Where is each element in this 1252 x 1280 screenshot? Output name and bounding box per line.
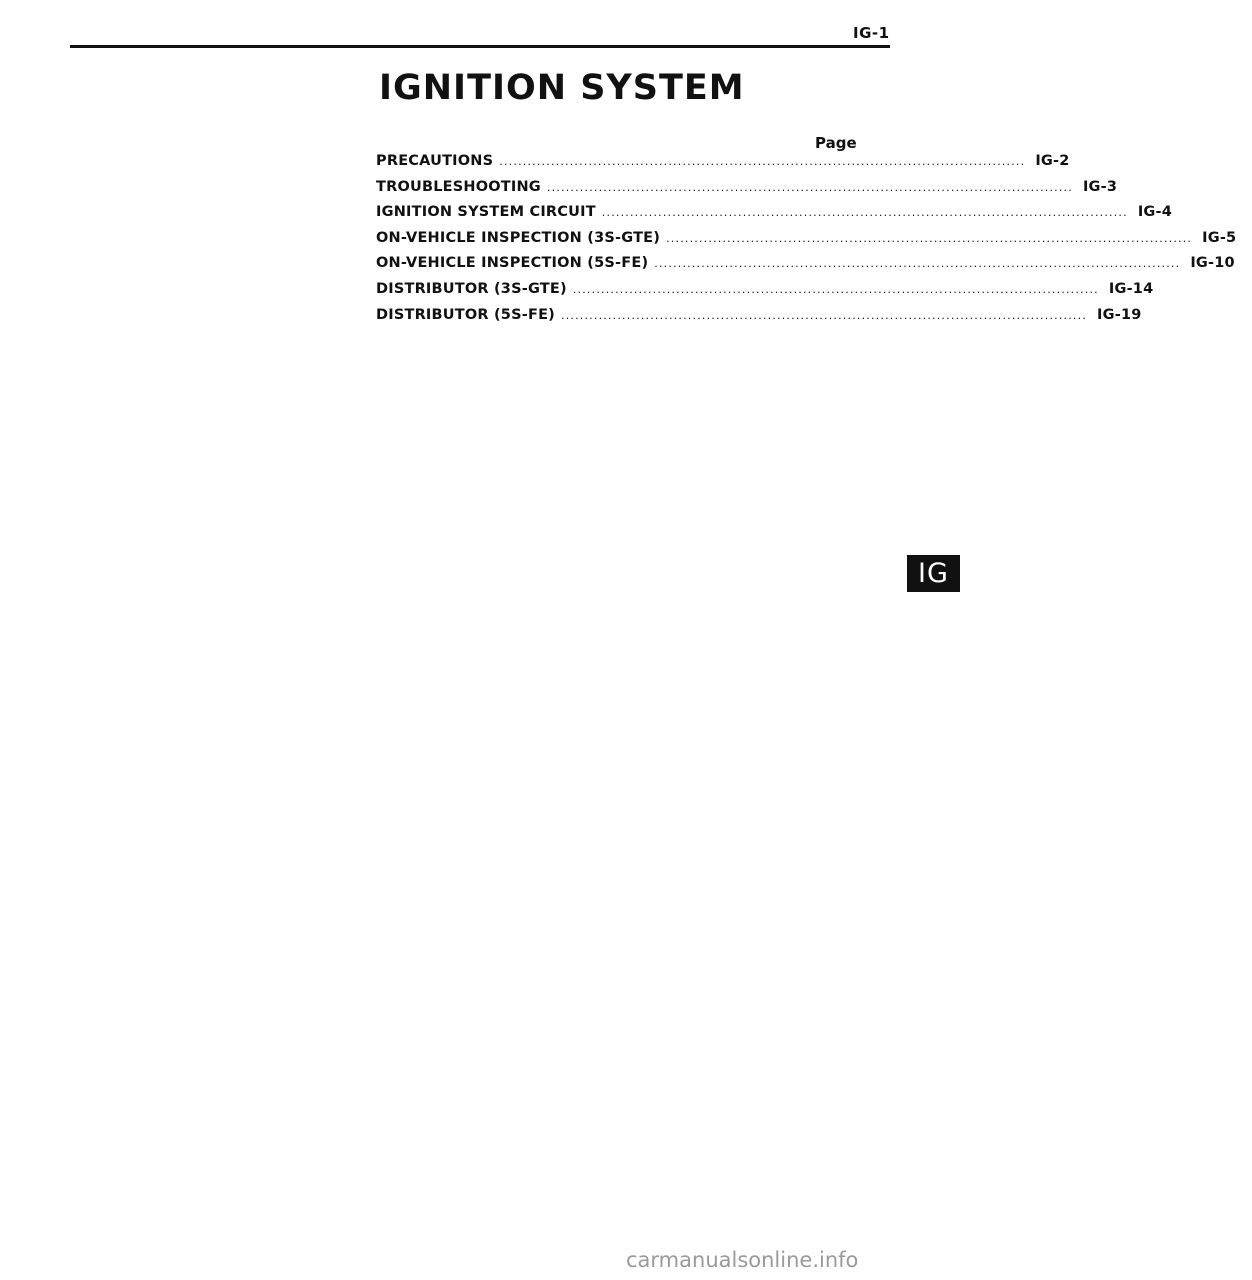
toc-dot-leader: ................................................................................................................ (572, 282, 1099, 296)
toc-entry-page: IG-10 (1190, 255, 1235, 272)
toc-entry-title: TROUBLESHOOTING (376, 178, 541, 195)
toc-dot-leader: ................................................................................................................ (499, 155, 1026, 168)
toc-entry-distributor-3s-gte[interactable] (376, 280, 1154, 307)
toc-entry-page: IG-4 (1137, 204, 1173, 221)
toc-entry-title: ON-VEHICLE INSPECTION (3S-GTE) (376, 229, 661, 246)
table-of-contents (376, 153, 1237, 332)
section-tab-ig: IG (907, 555, 960, 592)
toc-page-column-label: Page (815, 134, 857, 152)
toc-entry-page: IG-2 (1035, 153, 1070, 169)
page-number: IG-1 (853, 24, 890, 42)
toc-entry-page: IG-19 (1097, 306, 1142, 323)
toc-dot-leader: ................................................................................................................ (561, 308, 1088, 322)
toc-entry-distributor-5s-fe[interactable] (376, 306, 1142, 333)
toc-entry-title: DISTRIBUTOR (3S-GTE) (376, 280, 567, 297)
toc-entry-title: ON-VEHICLE INSPECTION (5S-FE) (376, 255, 649, 272)
toc-entry-page: IG-5 (1202, 229, 1237, 246)
toc-dot-leader: ................................................................................................................ (654, 257, 1181, 271)
header-rule (70, 45, 890, 48)
toc-entry-on-vehicle-inspection-5s-fe[interactable] (376, 255, 1235, 281)
toc-entry-title: PRECAUTIONS (376, 153, 494, 169)
toc-entry-ignition-system-circuit[interactable] (376, 204, 1173, 230)
toc-dot-leader: ................................................................................................................ (666, 231, 1193, 245)
toc-entry-title: IGNITION SYSTEM CIRCUIT (376, 204, 596, 221)
toc-entry-page: IG-3 (1082, 178, 1118, 195)
toc-entry-troubleshooting[interactable] (376, 178, 1118, 205)
toc-entry-on-vehicle-inspection-3s-gte[interactable] (376, 229, 1237, 256)
toc-dot-leader: ................................................................................................................ (546, 180, 1073, 194)
toc-entry-page: IG-14 (1108, 280, 1154, 297)
toc-entry-title: DISTRIBUTOR (5S-FE) (376, 306, 555, 323)
page-title: IGNITION SYSTEM (379, 68, 745, 108)
watermark: carmanualsonline.info (626, 1248, 859, 1272)
toc-entry-precautions[interactable] (376, 153, 1070, 179)
toc-dot-leader: ................................................................................................................ (601, 206, 1128, 220)
